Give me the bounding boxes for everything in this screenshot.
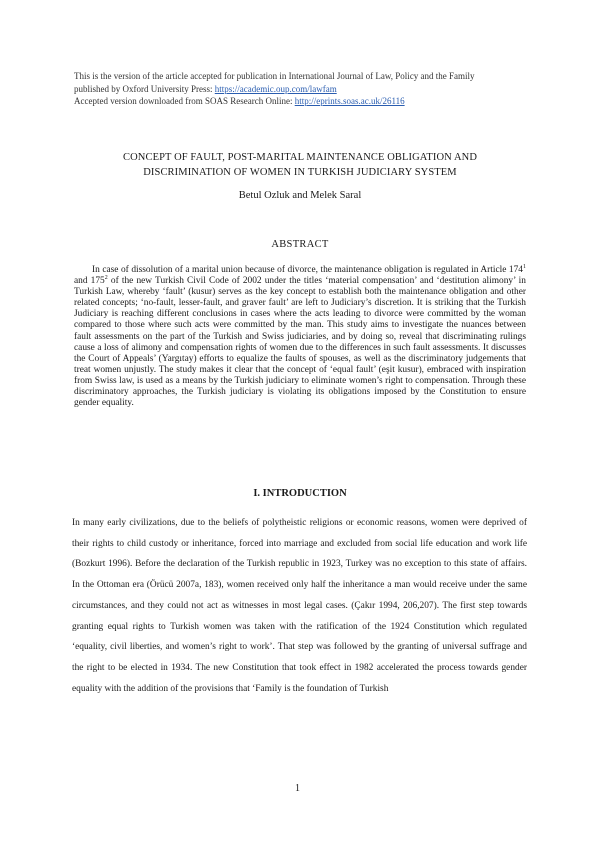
introduction-text: In many early civilizations, due to the beliefs of polytheistic religions or economic reasons, women were deprived of their rights to child custody or inheritance, forced into marriage and excluded from social life education and work life (Bozkurt 1996). Before the declaration of the Turkish republic in 1923, Turkey was no exception to this state of affairs. In the Ottoman era (Örücü 2007a, 183), women received only half the inheritance a man would receive under the same circumstances, and they could not act as witnesses in most legal cases. (Çakır 1994, 206,207). The first step towards granting equal rights to Turkish women was taken with the ratification of the 1924 Constitution which regulated ‘equality, civil liberties, and women’s right to work’. That step was followed by the granting of universal suffrage and the right to be elected in 1934. The new Constitution that took effect in 1982 accelerated the process towards gender equality with the addition of the provisions that ‘Family is the foundation of Turkish [72,518,527,694]
abstract-text [74,265,526,409]
paper-title [70,150,530,180]
abstract-text-part: In case of dissolution of a marital union because of divorce, the maintenance obligation is regulated in Article 174 [92,265,523,275]
footnote-ref-2[interactable]: 2 [104,274,108,281]
section-heading-introduction: I. INTRODUCTION [253,488,347,499]
repository-text: Accepted version downloaded from SOAS Research Online: [74,96,295,106]
publisher-text: published by Oxford University Press: [74,83,215,94]
publication-note-line [74,83,534,96]
publication-note-line: This is the version of the article accepted for publication in International Journal of Law, Policy and the Family [74,71,475,81]
paper-title-line: CONCEPT OF FAULT, POST-MARITAL MAINTENANCE OBLIGATION AND [123,152,477,163]
abstract-text-part: of the new Turkish Civil Code of 2002 under the titles ‘material compensation’ and ‘destitution alimony’ in Turkish Law, whereby ‘fault’ (kusur) serves as the key concept to establish both the maintenance obligation and other related concepts; ‘no-fault, lesser-fault, and graver fault’ are left to Judiciary’s discretion. It is striking that the Turkish Judiciary is reaching different conclusions in cases where the acts leading to divorce were committed by the woman compared to those where such acts were committed by the man. This study aims to investigate the nuances between fault assessments on the part of the Turkish and Swiss judiciaries, and by doing so, reveal that discriminating rulings cause a loss of alimony and compensation rights of women due to the differences in such fault assessments. It discusses the Court of Appeals’ (Yargıtay) efforts to equalize the faults of spouses, as well as the discriminatory judgements that treat women unjustly. The study makes it clear that the concept of ‘equal fault’ (eşit kusur), embraced with inspiration from Swiss law, is used as a means by the Turkish judiciary to eliminate women’s right to compensation. Through these discriminatory approaches, the Turkish judiciary is violating its obligations imposed by the Constitution to ensure gender equality. [74,276,526,409]
paper-authors: Betul Ozluk and Melek Saral [238,190,362,201]
footnote-ref-1[interactable]: 1 [523,263,526,270]
page-number: 1 [295,783,300,794]
publisher-link[interactable]: https://academic.oup.com/lawfam [214,83,337,94]
paper-title-line: DISCRIMINATION OF WOMEN IN TURKISH JUDICIARY SYSTEM [143,167,457,178]
publication-note-line [74,95,534,108]
repository-link[interactable]: http://eprints.soas.ac.uk/26116 [294,96,405,106]
publication-note [74,70,534,108]
abstract-heading: ABSTRACT [271,239,329,250]
abstract-text-part: and 175 [74,276,105,287]
